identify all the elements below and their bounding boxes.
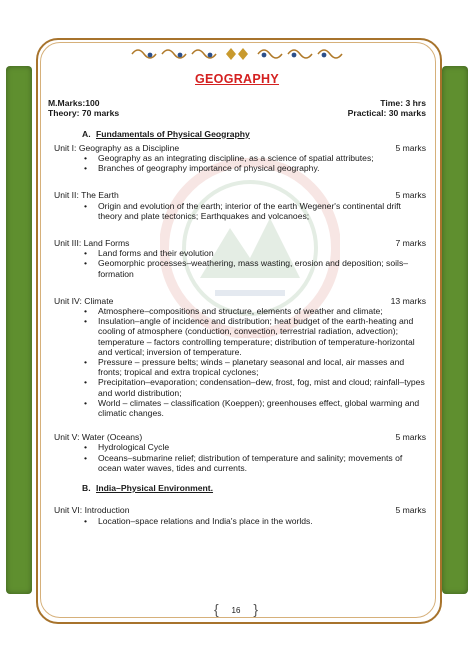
unit-marks: 5 marks [395, 432, 426, 443]
unit-heading [48, 238, 426, 248]
list-item: • Atmosphere–compositions and structure, elements of weather and climate; [98, 306, 426, 316]
unit-marks: 5 marks [395, 190, 426, 201]
unit-marks: 7 marks [395, 238, 426, 249]
list-item: • Geomorphic processes–weathering, mass wasting, erosion and deposition; soils–formation [98, 258, 426, 278]
unit-heading [48, 432, 426, 442]
syllabus-content [48, 74, 426, 526]
list-item: • World – climates – classification (Koeppen); greenhouses effect, global warming and climatic changes. [98, 398, 426, 418]
theory-practical-row [48, 108, 426, 118]
section-a-heading: A. Fundamentals of Physical Geography [82, 128, 250, 139]
unit-4 [48, 296, 426, 418]
unit-marks: 5 marks [395, 505, 426, 516]
section-b-heading: B. India–Physical Environment. [82, 483, 214, 494]
list-item: • Geography as an integrating discipline, as a science of spatial attributes; [98, 153, 426, 163]
unit-title: Unit VI: Introduction [54, 505, 130, 516]
unit-2 [48, 190, 426, 221]
list-item: • Location–space relations and India's place in the worlds. [98, 516, 426, 526]
marks-time-row [48, 98, 426, 108]
page-number-box [214, 603, 258, 619]
page-title: GEOGRAPHY [195, 72, 279, 86]
theory-marks: Theory: 70 marks [48, 108, 120, 119]
unit-marks: 13 marks [390, 295, 426, 306]
right-decorative-bar [442, 66, 468, 594]
left-brace-icon: { [214, 601, 219, 617]
list-item: • Pressure – pressure belts; winds – planetary seasonal and local, air masses and fronts; tropical and extra tropical cyclones; [98, 357, 426, 377]
unit-heading [48, 190, 426, 200]
unit-title: Unit IV: Climate [54, 295, 114, 306]
unit-1 [48, 143, 426, 174]
unit-6 [48, 505, 426, 525]
unit-marks: 5 marks [395, 142, 426, 153]
list-item: • Branches of geography importance of physical geography. [98, 163, 426, 173]
practical-marks: Practical: 30 marks [347, 108, 426, 119]
unit-heading [48, 143, 426, 153]
unit-title: Unit V: Water (Oceans) [54, 432, 143, 443]
unit-title: Unit II: The Earth [54, 190, 119, 201]
unit-3 [48, 238, 426, 279]
list-item: • Oceans–submarine relief; distribution of temperature and salinity; movements of ocean water waves, tides and currents. [98, 453, 426, 473]
left-decorative-bar [6, 66, 32, 594]
unit-5 [48, 432, 426, 473]
list-item: • Insulation–angle of incidence and distribution; heat budget of the earth-heating and cooling of atmosphere (conduction, convection, terrestrial radiation, advection); temperature – factors controlling temperature; distribution of temperature-horizontal and vertical; inversion of temperature. [98, 316, 426, 357]
list-item: • Hydrological Cycle [98, 442, 426, 452]
list-item: • Precipitation–evaporation; condensation–dew, frost, fog, mist and cloud; rainfall–types and world distribution; [98, 377, 426, 397]
unit-title: Unit III: Land Forms [54, 238, 130, 249]
page-number: 16 [231, 606, 241, 615]
list-item: • Land forms and their evolution [98, 248, 426, 258]
max-marks: M.Marks:100 [48, 98, 100, 109]
unit-title: Unit I: Geography as a Discipline [54, 142, 180, 153]
header-ornament [128, 44, 346, 64]
list-item: • Origin and evolution of the earth; interior of the earth Wegener's continental drift theory and plate tectonics; Earthquakes and volcanoes; [98, 201, 426, 221]
time-allowed: Time: 3 hrs [380, 98, 426, 109]
unit-heading [48, 505, 426, 515]
unit-heading [48, 296, 426, 306]
right-brace-icon: } [253, 601, 258, 617]
